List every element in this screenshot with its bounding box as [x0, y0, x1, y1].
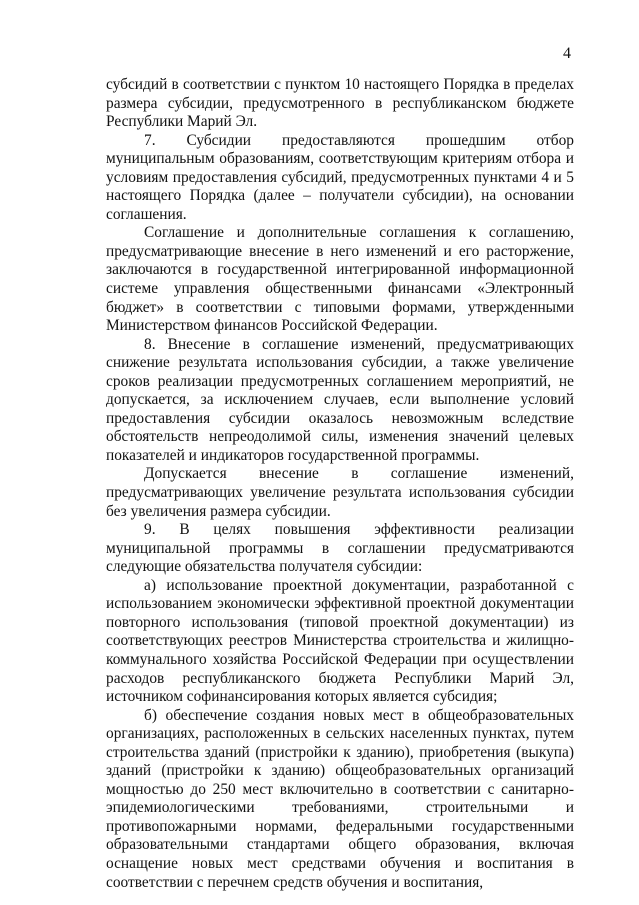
paragraph: Соглашение и дополнительные соглашения к соглашению, предусматривающие внесение в него изменений и его расторжение, заключаются в государственной интегрированной информационной системе управления общественными финансами «Электронный бюджет» в соответствии с типовыми формами, утвержденными Министерством финансов Российской Федерации.: [106, 224, 574, 335]
paragraph: 9. В целях повышения эффективности реализации муниципальной программы в соглашении предусматриваются следующие обязательства получателя субсидии:: [106, 521, 574, 576]
document-body: [106, 76, 574, 892]
paragraph: Допускается внесение в соглашение изменений, предусматривающих увеличение результата использования субсидии без увеличения размера субсидии.: [106, 465, 574, 520]
paragraph: б) обеспечение создания новых мест в общеобразовательных организациях, расположенных в сельских населенных пунктах, путем строительства зданий (пристройки к зданию), приобретения (выкупа) зданий (пристройки к зданию) общеобразовательных организаций мощностью до 250 мест включительно в соответствии с санитарно-эпидемиологическими требованиями, строительными и противопожарными нормами, федеральными государственными образовательными стандартами общего образования, включая оснащение новых мест средствами обучения и воспитания в соответствии с перечнем средств обучения и воспитания,: [106, 706, 574, 891]
paragraph: 7. Субсидии предоставляются прошедшим отбор муниципальным образованиям, соответствующим критериям отбора и условиям предоставления субсидий, предусмотренных пунктами 4 и 5 настоящего Порядка (далее – получатели субсидии), на основании соглашения.: [106, 131, 574, 223]
paragraph: а) использование проектной документации, разработанной с использованием экономически эффективной проектной документации повторного использования (типовой проектной документации) из соответствующих реестров Министерства строительства и жилищно-коммунального хозяйства Российской Федерации при осуществлении расходов республиканского бюджета Республики Марий Эл, источником софинансирования которых является субсидия;: [106, 576, 574, 706]
page-number: 4: [563, 45, 571, 62]
paragraph: субсидий в соответствии с пунктом 10 настоящего Порядка в пределах размера субсидии, предусмотренного в республиканском бюджете Республики Марий Эл.: [106, 76, 574, 131]
paragraph: 8. Внесение в соглашение изменений, предусматривающих снижение результата использования субсидии, а также увеличение сроков реализации предусмотренных соглашением мероприятий, не допускается, за исключением случаев, если выполнение условий предоставления субсидии оказалось невозможным вследствие обстоятельств непреодолимой силы, изменения значений целевых показателей и индикаторов государственной программы.: [106, 335, 574, 464]
